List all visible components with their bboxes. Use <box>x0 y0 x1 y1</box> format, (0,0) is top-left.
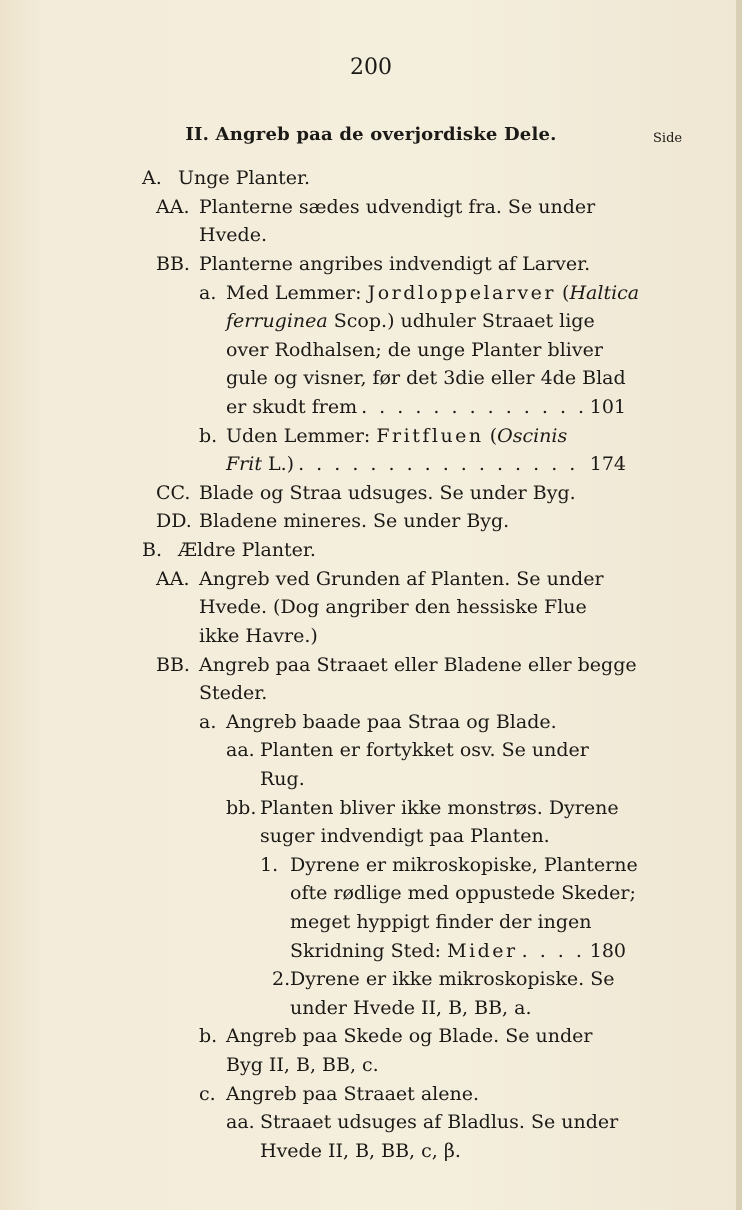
label-B-BB-a-aa: aa. <box>226 739 255 761</box>
text-B-BB-c: Angreb paa Straaet alene. <box>226 1083 479 1105</box>
label-A: A. <box>142 167 162 189</box>
text-bb-1-2: ofte rødlige med oppustede Skeder; <box>290 882 636 904</box>
text-bb-2-1: Dyrene er ikke mikroskopiske. Se <box>290 968 615 990</box>
dot-leader <box>522 942 586 961</box>
text-A-DD: Bladene mineres. Se under Byg. <box>199 510 510 532</box>
dot-leader <box>361 398 586 417</box>
label-B-BB-a: a. <box>199 711 217 733</box>
label-B: B. <box>142 539 163 561</box>
page-ref-180: 180 <box>589 940 626 962</box>
page-edge <box>736 0 742 1210</box>
text-B-BB-a: Angreb baade paa Straa og Blade. <box>226 711 557 733</box>
label-B-BB-c-aa: aa. <box>226 1111 255 1133</box>
label-A-BB: BB. <box>156 253 190 275</box>
text-B-BB-b-1: Angreb paa Skede og Blade. Se under <box>226 1025 593 1047</box>
text-A-AA-1: Planterne sædes udvendigt fra. Se under <box>199 196 596 218</box>
text-B-BB-a-aa-1: Planten er fortykket osv. Se under <box>260 739 589 761</box>
entry-jordloppelarver <box>226 398 626 417</box>
entry-fritfluen <box>226 455 626 474</box>
text-A-AA-2: Hvede. <box>199 224 267 246</box>
label-A-AA: AA. <box>156 196 190 218</box>
label-B-BB-a-bb: bb. <box>226 797 257 819</box>
text-B-BB-2: Steder. <box>199 682 268 704</box>
page-ref-174: 174 <box>589 453 626 475</box>
text-B-AA-1: Angreb ved Grunden af Planten. Se under <box>199 568 604 590</box>
label-A-BB-a: a. <box>199 282 217 304</box>
label-A-BB-b: b. <box>199 425 218 447</box>
text-B-BB-c-aa-2: Hvede II, B, BB, c, β. <box>260 1140 461 1162</box>
text-B-AA-2: Hvede. (Dog angriber den hessiske Flue <box>199 596 587 618</box>
text-A-BB-1: Planterne angribes indvendigt af Larver. <box>199 253 591 275</box>
label-B-BB: BB. <box>156 654 190 676</box>
text-A-BB-a-2: ferruginea Scop.) udhuler Straaet lige <box>226 310 595 332</box>
text-A-BB-a-1: Med Lemmer: Jordloppelarver (Haltica <box>226 282 640 304</box>
title-aeldre-planter: Ældre Planter. <box>178 539 316 561</box>
text-A-BB-a-5: er skudt frem <box>226 396 358 418</box>
label-A-DD: DD. <box>156 510 192 532</box>
label-B-BB-b: b. <box>199 1025 218 1047</box>
text-bb-2-2: under Hvede II, B, BB, a. <box>290 997 532 1019</box>
text-bb-1-4: Skridning Sted: Mider <box>290 940 518 962</box>
text-A-BB-a-3: over Rodhalsen; de unge Planter bliver <box>226 339 603 361</box>
section-heading: II. Angreb paa de overjordiske Dele. <box>185 124 557 145</box>
text-B-AA-3: ikke Havre.) <box>199 625 318 647</box>
text-bb-1-3: meget hyppigt finder der ingen <box>290 911 592 933</box>
page-ref-101: 101 <box>589 396 626 418</box>
label-bb-1: 1. <box>260 854 279 876</box>
text-bb-1-1: Dyrene er mikroskopiske, Planterne <box>290 854 638 876</box>
page-number: 200 <box>350 55 392 80</box>
side-column-label: Side <box>653 131 683 146</box>
label-B-AA: AA. <box>156 568 190 590</box>
text-B-BB-b-2: Byg II, B, BB, c. <box>226 1054 379 1076</box>
text-B-BB-c-aa-1: Straaet udsuges af Bladlus. Se under <box>260 1111 619 1133</box>
text-A-BB-a-4: gule og visner, før det 3die eller 4de Blad <box>226 367 626 389</box>
text-B-BB-1: Angreb paa Straaet eller Bladene eller begge <box>199 654 637 676</box>
text-B-BB-a-bb-1: Planten bliver ikke monstrøs. Dyrene <box>260 797 619 819</box>
text-A-CC: Blade og Straa udsuges. Se under Byg. <box>199 482 576 504</box>
dot-leader <box>298 455 586 474</box>
label-bb-2: 2. <box>272 968 291 990</box>
label-A-CC: CC. <box>156 482 191 504</box>
label-B-BB-c: c. <box>199 1083 216 1105</box>
text-A-BB-b-1: Uden Lemmer: Fritfluen (Oscinis <box>226 425 568 447</box>
text-B-BB-a-bb-2: suger indvendigt paa Planten. <box>260 825 550 847</box>
title-unge-planter: Unge Planter. <box>178 167 311 189</box>
entry-mider <box>290 942 626 961</box>
text-B-BB-a-aa-2: Rug. <box>260 768 305 790</box>
text-A-BB-b-2: Frit L.) <box>226 453 295 475</box>
